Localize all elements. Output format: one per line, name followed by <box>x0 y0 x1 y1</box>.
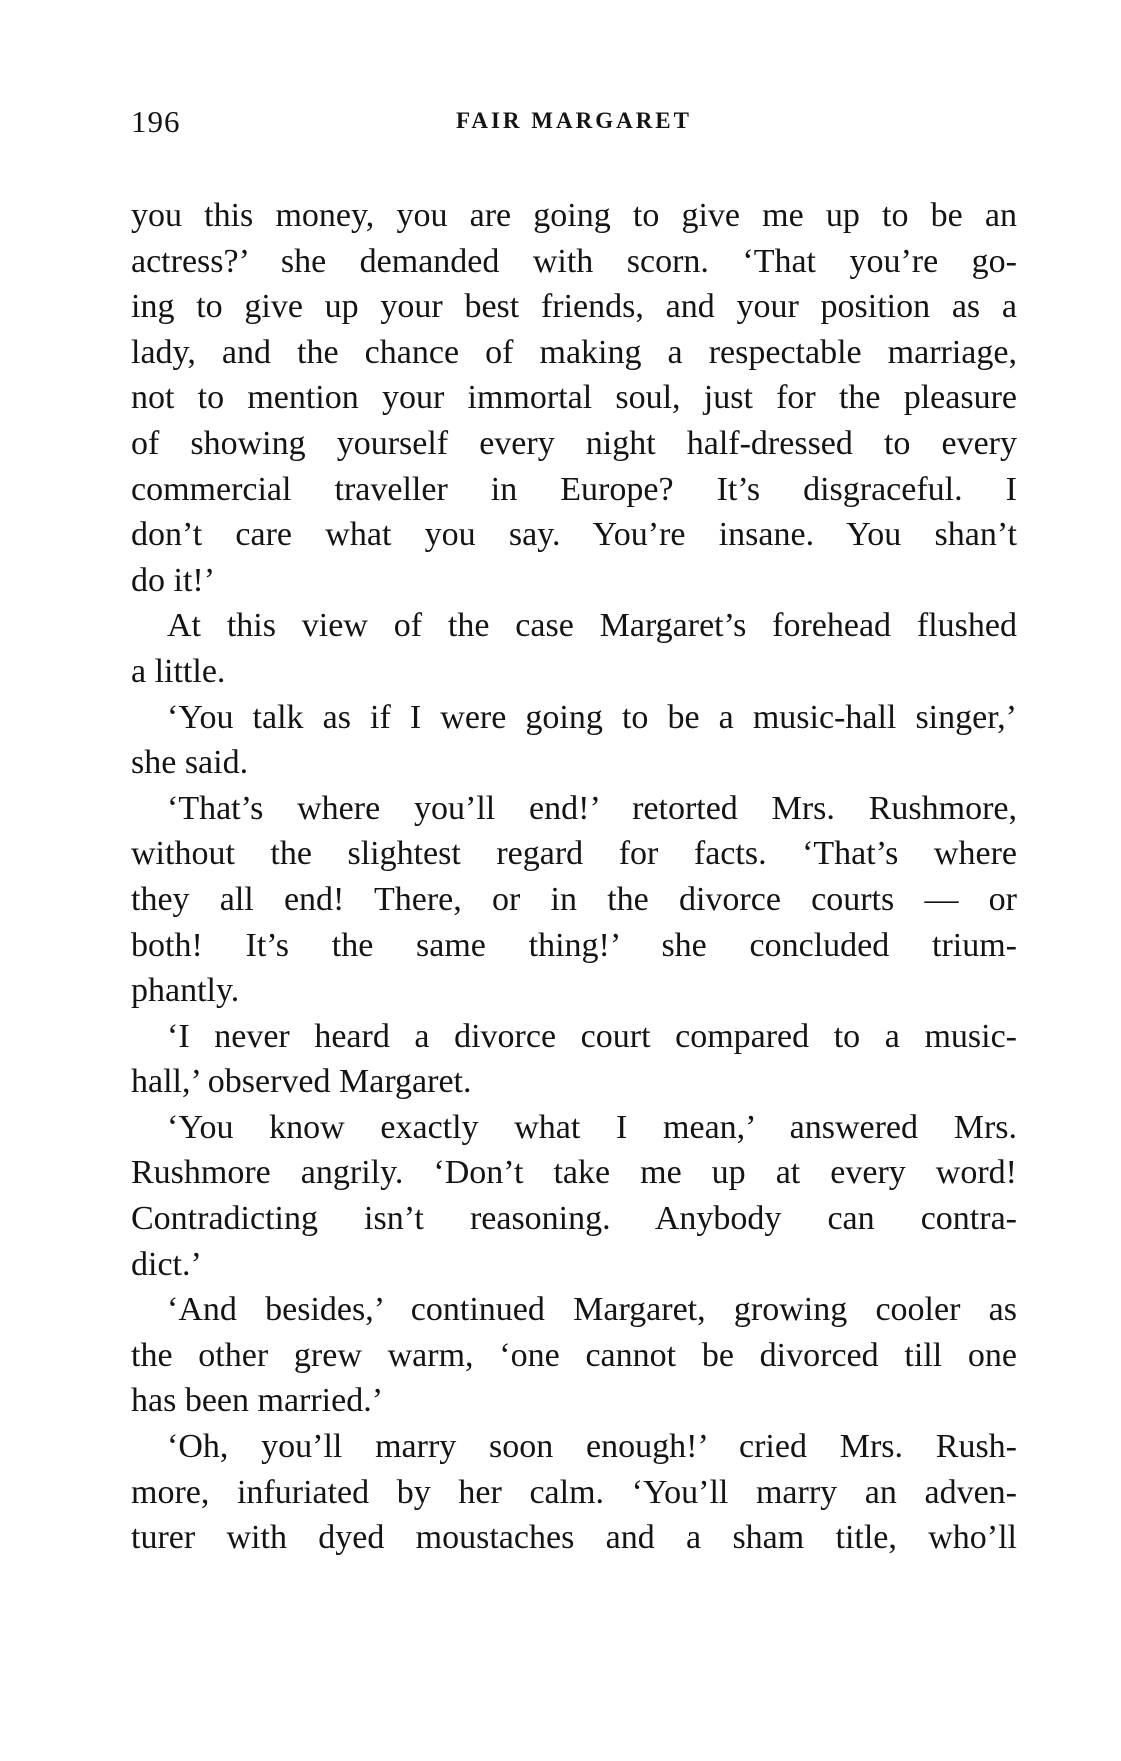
text-line: ‘You talk as if I were going to be a music-hall singer,’ <box>167 698 1017 736</box>
body-text <box>131 193 1017 1561</box>
text-line: ‘I never heard a divorce court compared to a music- <box>167 1017 1017 1055</box>
text-line: not to mention your immortal soul, just for the pleasure <box>131 379 1017 417</box>
text-line: ‘You know exactly what I mean,’ answered Mrs. <box>167 1108 1017 1146</box>
text-line: without the slightest regard for facts. ‘That’s where <box>131 835 1017 873</box>
page-number: 196 <box>131 104 181 139</box>
text-line: ‘Oh, you’ll marry soon enough!’ cried Mrs. Rush- <box>167 1428 1017 1466</box>
text-line: of showing yourself every night half-dressed to every <box>131 424 1017 462</box>
text-line: don’t care what you say. You’re insane. You shan’t <box>131 516 1017 554</box>
text-line: dict.’ <box>131 1245 202 1283</box>
text-line: lady, and the chance of making a respectable marriage, <box>131 333 1017 371</box>
text-line: Contradicting isn’t reasoning. Anybody can contra- <box>131 1200 1017 1238</box>
text-line: ‘And besides,’ continued Margaret, growing cooler as <box>167 1291 1017 1329</box>
text-line: has been married.’ <box>131 1382 384 1420</box>
text-line: the other grew warm, ‘one cannot be divorced till one <box>131 1336 1017 1374</box>
text-line: ing to give up your best friends, and your position as a <box>131 288 1017 326</box>
text-line: a little. <box>131 652 226 690</box>
book-page <box>131 104 1017 1561</box>
text-line: she said. <box>131 744 249 782</box>
running-header <box>131 104 1017 152</box>
text-line: Rushmore angrily. ‘Don’t take me up at every word! <box>131 1154 1017 1192</box>
text-line: more, infuriated by her calm. ‘You’ll marry an adven- <box>131 1473 1017 1511</box>
text-line: At this view of the case Margaret’s forehead flushed <box>167 607 1017 645</box>
text-line: they all end! There, or in the divorce courts — or <box>131 880 1017 918</box>
running-title: FAIR MARGARET <box>456 108 692 133</box>
text-line: you this money, you are going to give me up to be an <box>131 197 1017 234</box>
text-line: hall,’ observed Margaret. <box>131 1063 472 1101</box>
text-line: commercial traveller in Europe? It’s disgraceful. I <box>131 470 1017 508</box>
text-line: ‘That’s where you’ll end!’ retorted Mrs. Rushmore, <box>167 789 1017 827</box>
text-line: phantly. <box>131 972 240 1010</box>
text-line: turer with dyed moustaches and a sham title, who’ll <box>131 1519 1017 1557</box>
text-line: both! It’s the same thing!’ she concluded trium- <box>131 926 1017 964</box>
text-line: do it!’ <box>131 561 216 599</box>
text-line: actress?’ she demanded with scorn. ‘That you’re go- <box>131 242 1017 280</box>
